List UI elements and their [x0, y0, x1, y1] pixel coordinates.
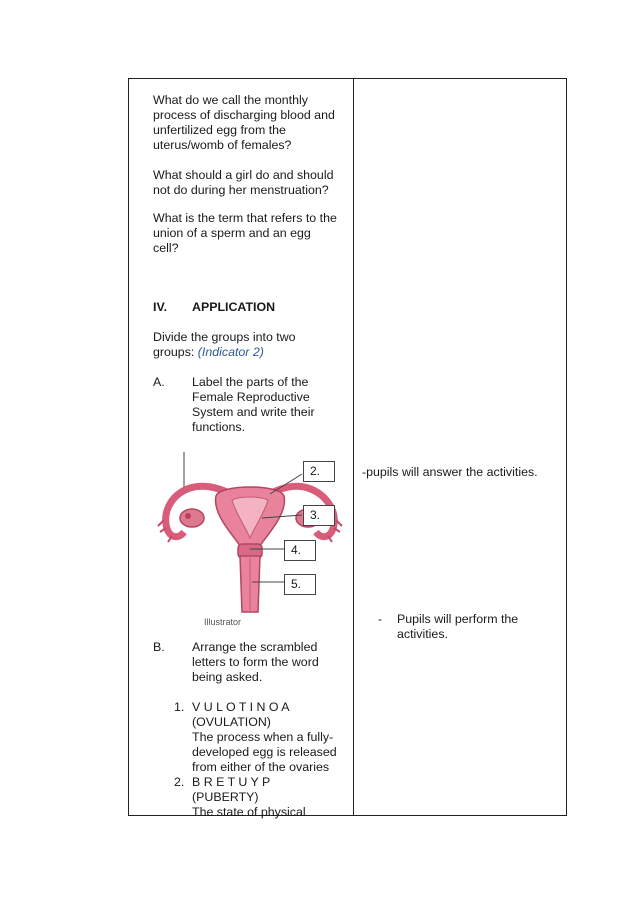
item-a-letter: A. — [153, 375, 165, 389]
list-number-1: 1. — [174, 700, 185, 714]
item-b-text: Arrange the scrambled letters to form the word being asked. — [192, 640, 319, 684]
diagram-label-3[interactable]: 3. — [303, 505, 335, 526]
diagram-label-2[interactable]: 2. — [303, 461, 335, 482]
item-b-letter: B. — [153, 640, 165, 654]
activity-note: -pupils will answer the activities. — [362, 465, 538, 479]
section-number: IV. — [153, 300, 168, 314]
indicator-note: (Indicator 2) — [197, 345, 264, 359]
item-a-text: Label the parts of the Female Reproductive System and write their functions. — [192, 375, 315, 434]
question-2: What should a girl do and should not do during her menstruation? — [153, 168, 334, 197]
perform-note: Pupils will perform the activities. — [397, 612, 519, 641]
diagram-label-5[interactable]: 5. — [284, 574, 316, 595]
list-item: V U L O T I N O A (OVULATION) The process when a fully- developed egg is released from either of the ovaries — [192, 700, 337, 774]
column-divider — [353, 78, 354, 816]
diagram-label-4[interactable]: 4. — [284, 540, 316, 561]
perform-dash: - — [378, 612, 383, 626]
question-1: What do we call the monthly process of discharging blood and unfertilized egg from the uterus/womb of females? — [153, 93, 335, 152]
group-instruction: Divide the groups into two groups: (Indicator 2) — [153, 330, 296, 359]
section-title: APPLICATION — [192, 300, 276, 314]
question-3: What is the term that refers to the union of a sperm and an egg cell? — [153, 211, 337, 255]
diagram-caption: Illustrator — [204, 617, 242, 627]
list-number-2: 2. — [174, 775, 185, 789]
list-item: B R E T U Y P (PUBERTY) The state of physical — [192, 775, 306, 819]
